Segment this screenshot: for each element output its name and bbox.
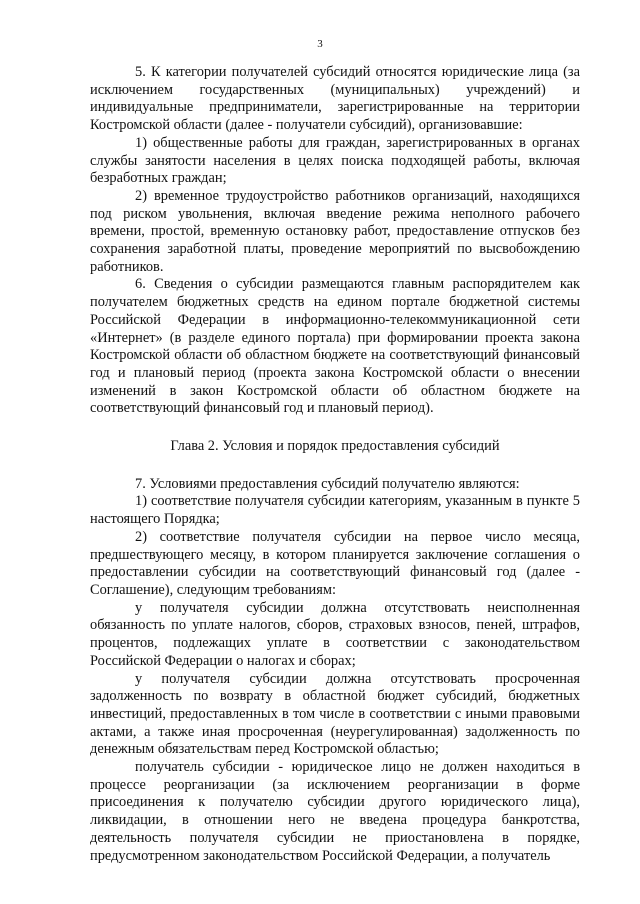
paragraph-requirement-debt: у получателя субсидии должна отсутствовать просроченная задолженность по возврату в областной бюджет субсидий, бюджетных инвестиций, предоставленных в том числе в соответствии с иными правовыми актами, а также иная просроченная (неурегулированная) задолженность по денежным обязательствам перед Костромской областью; [90, 670, 580, 758]
paragraph-requirement-reorganization: получатель субсидии - юридическое лицо не должен находиться в процессе реорганизации (за исключением реорганизации в форме присоединения к получателю субсидии другого юридического лица), ликвидации, в отношении него не введена процедура банкротства, деятельность получателя субсидии не приостановлена в порядке, предусмотренном законодательством Российской Федерации, а получатель [90, 759, 580, 864]
paragraph-requirement-taxes: у получателя субсидии должна отсутствовать неисполненная обязанность по уплате налогов, сборов, страховых взносов, пеней, штрафов, процентов, подлежащих уплате в соответствии с законодательством Российской Федерации о налогах и сборах; [90, 599, 580, 669]
document-body [90, 64, 580, 865]
chapter-heading: Глава 2. Условия и порядок предоставления субсидий [170, 438, 500, 455]
paragraph-item-5-2: 2) временное трудоустройство работников организаций, находящихся под риском увольнения, включая введение режима неполного рабочего времени, простой, временную остановку работ, предоставление отпусков без сохранения заработной платы, проведение мероприятий по высвобождению работников. [90, 187, 580, 275]
paragraph-item-7-1: 1) соответствие получателя субсидии категориям, указанным в пункте 5 настоящего Порядка; [90, 493, 580, 528]
paragraph-item-5-1: 1) общественные работы для граждан, зарегистрированных в органах службы занятости населения в целях поиска подходящей работы, включая безработных граждан; [90, 134, 580, 187]
paragraph-item-6: 6. Сведения о субсидии размещаются главным распорядителем как получателем бюджетных средств на едином портале бюджетной системы Российской Федерации в информационно-телекоммуникационной сети «Интернет» (в разделе единого портала) при формировании проекта закона Костромской области об областном бюджете на соответствующий финансовый год и плановый период (проекта закона Костромской области о внесении изменений в закон Костромской области об областном бюджете на соответствующий финансовый год и плановый период). [90, 276, 580, 417]
page-number: 3 [317, 38, 323, 50]
paragraph-item-7: 7. Условиями предоставления субсидий получателю являются: [135, 475, 520, 492]
paragraph-item-5: 5. К категории получателей субсидий относятся юридические лица (за исключением государственных (муниципальных) учреждений) и индивидуальные предприниматели, зарегистрированные на территории Костромской области (далее - получатели субсидий), организовавшие: [90, 64, 580, 134]
paragraph-item-7-2: 2) соответствие получателя субсидии на первое число месяца, предшествующего месяцу, в котором планируется заключение соглашения о предоставлении субсидии на соответствующий финансовый год (далее - Соглашение), следующим требованиям: [90, 528, 580, 598]
